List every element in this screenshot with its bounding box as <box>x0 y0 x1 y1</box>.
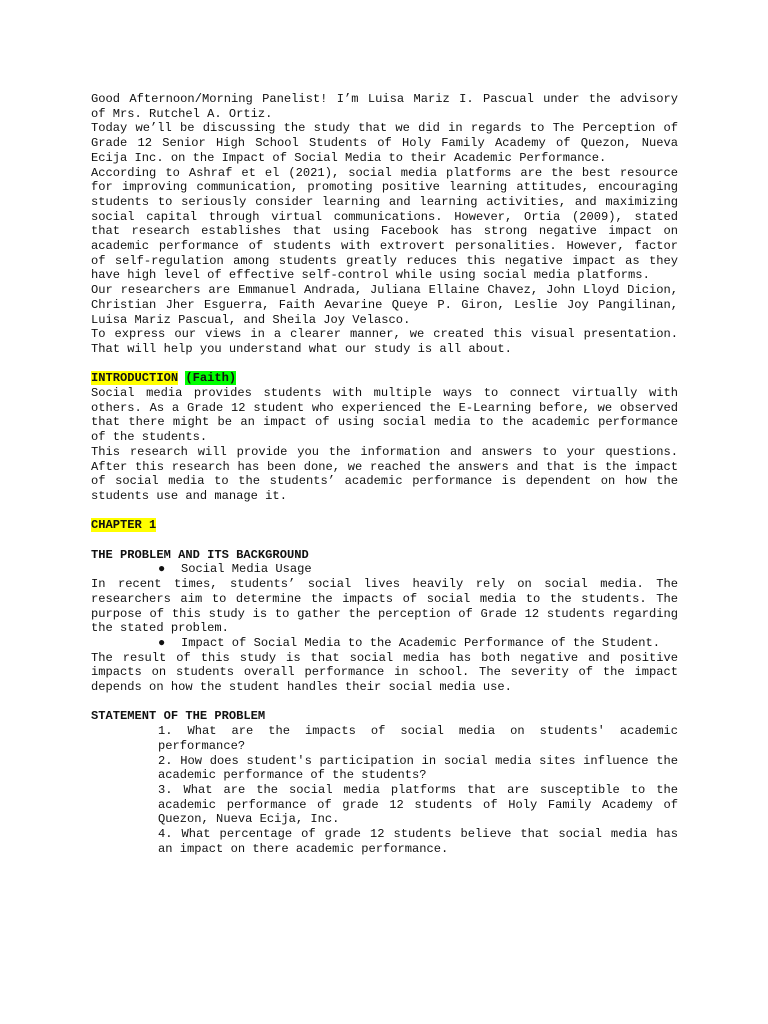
list-item: 4. What percentage of grade 12 students believe that social media has an impact on there academic performance. <box>158 827 678 856</box>
bullet-item <box>158 562 678 577</box>
spacer <box>91 533 678 548</box>
researchers-paragraph: Our researchers are Emmanuel Andrada, Juliana Ellaine Chavez, John Lloyd Dicion, Christian Jher Esguerra, Faith Aevarine Queye P. Giron, Leslie Joy Pangilinan, Luisa Mariz Pascual, and Sheila Joy Velasco. <box>91 283 678 327</box>
introduction-heading <box>91 371 678 386</box>
problem-background-heading: THE PROBLEM AND ITS BACKGROUND <box>91 547 309 562</box>
introduction-paragraph-2: This research will provide you the information and answers to your questions. After this research has been done, we reached the answers and that is the impact of social media to the students’ academic performance is dependent on how the students use and manage it. <box>91 444 678 503</box>
spacer <box>91 504 678 519</box>
bullet-text: Impact of Social Media to the Academic Performance of the Student. <box>181 635 660 650</box>
list-item: 2. How does student's participation in social media sites influence the academic performance of the students? <box>158 753 678 783</box>
document-page <box>91 92 678 857</box>
spacer <box>91 695 678 710</box>
greeting-paragraph: Good Afternoon/Morning Panelist! I’m Luisa Mariz I. Pascual under the advisory of Mrs. Rutchel A. Ortiz. <box>91 92 678 121</box>
bullet-icon: ● <box>158 562 166 577</box>
introduction-paragraph-1: Social media provides students with multiple ways to connect virtually with others. As a Grade 12 student who experienced the E-Learning before, we observed that there might be an impact of using social media to the academic performance of the students. <box>91 386 678 445</box>
list-item: 1. What are the impacts of social media on students' academic performance? <box>158 724 678 753</box>
literature-paragraph: According to Ashraf et el (2021), social media platforms are the best resource for improving communication, promoting positive learning attitudes, encouraging students to seriously consider learning and learning activities, and maximizing social capital through virtual communications. However, Ortia (2009), stated that research establishes that using Facebook has strong negative impact on academic performance of students with extrovert personalities. However, factor of self-regulation among students greatly reduces this negative impact as they have high level of effective self-control while using social media platforms. <box>91 165 678 283</box>
problem-list <box>158 724 678 856</box>
social-media-usage-paragraph: In recent times, students’ social lives heavily rely on social media. The researchers aim to determine the impacts of social media to the students. The purpose of this study is to gather the perception of Grade 12 students regarding the stated problem. <box>91 577 678 636</box>
introduction-label: INTRODUCTION <box>91 371 179 386</box>
bullet-icon: ● <box>158 635 166 650</box>
speaker-tag: (Faith) <box>185 371 237 386</box>
study-intro-paragraph: Today we’ll be discussing the study that we did in regards to The Perception of Grade 12 Senior High School Students of Holy Family Academy of Quezon, Nueva Ecija Inc. on the Impact of Social Media to their Academic Performance. <box>91 121 678 165</box>
result-paragraph: The result of this study is that social media has both negative and positive impacts on students overall performance in school. The severity of the impact depends on how the student handles their social media use. <box>91 650 678 695</box>
statement-heading: STATEMENT OF THE PROBLEM <box>91 709 266 724</box>
bullet-text: Social Media Usage <box>181 562 312 577</box>
list-item: 3. What are the social media platforms that are susceptible to the academic performance of grade 12 students of Holy Family Academy of Quezon, Nueva Ecija, Inc. <box>158 782 678 827</box>
visual-presentation-paragraph: To express our views in a clearer manner, we created this visual presentation. That will help you understand what our study is all about. <box>91 327 678 356</box>
chapter-heading <box>91 518 678 533</box>
spacer <box>91 357 678 372</box>
chapter-label: CHAPTER 1 <box>91 518 157 533</box>
bullet-item <box>158 636 678 651</box>
